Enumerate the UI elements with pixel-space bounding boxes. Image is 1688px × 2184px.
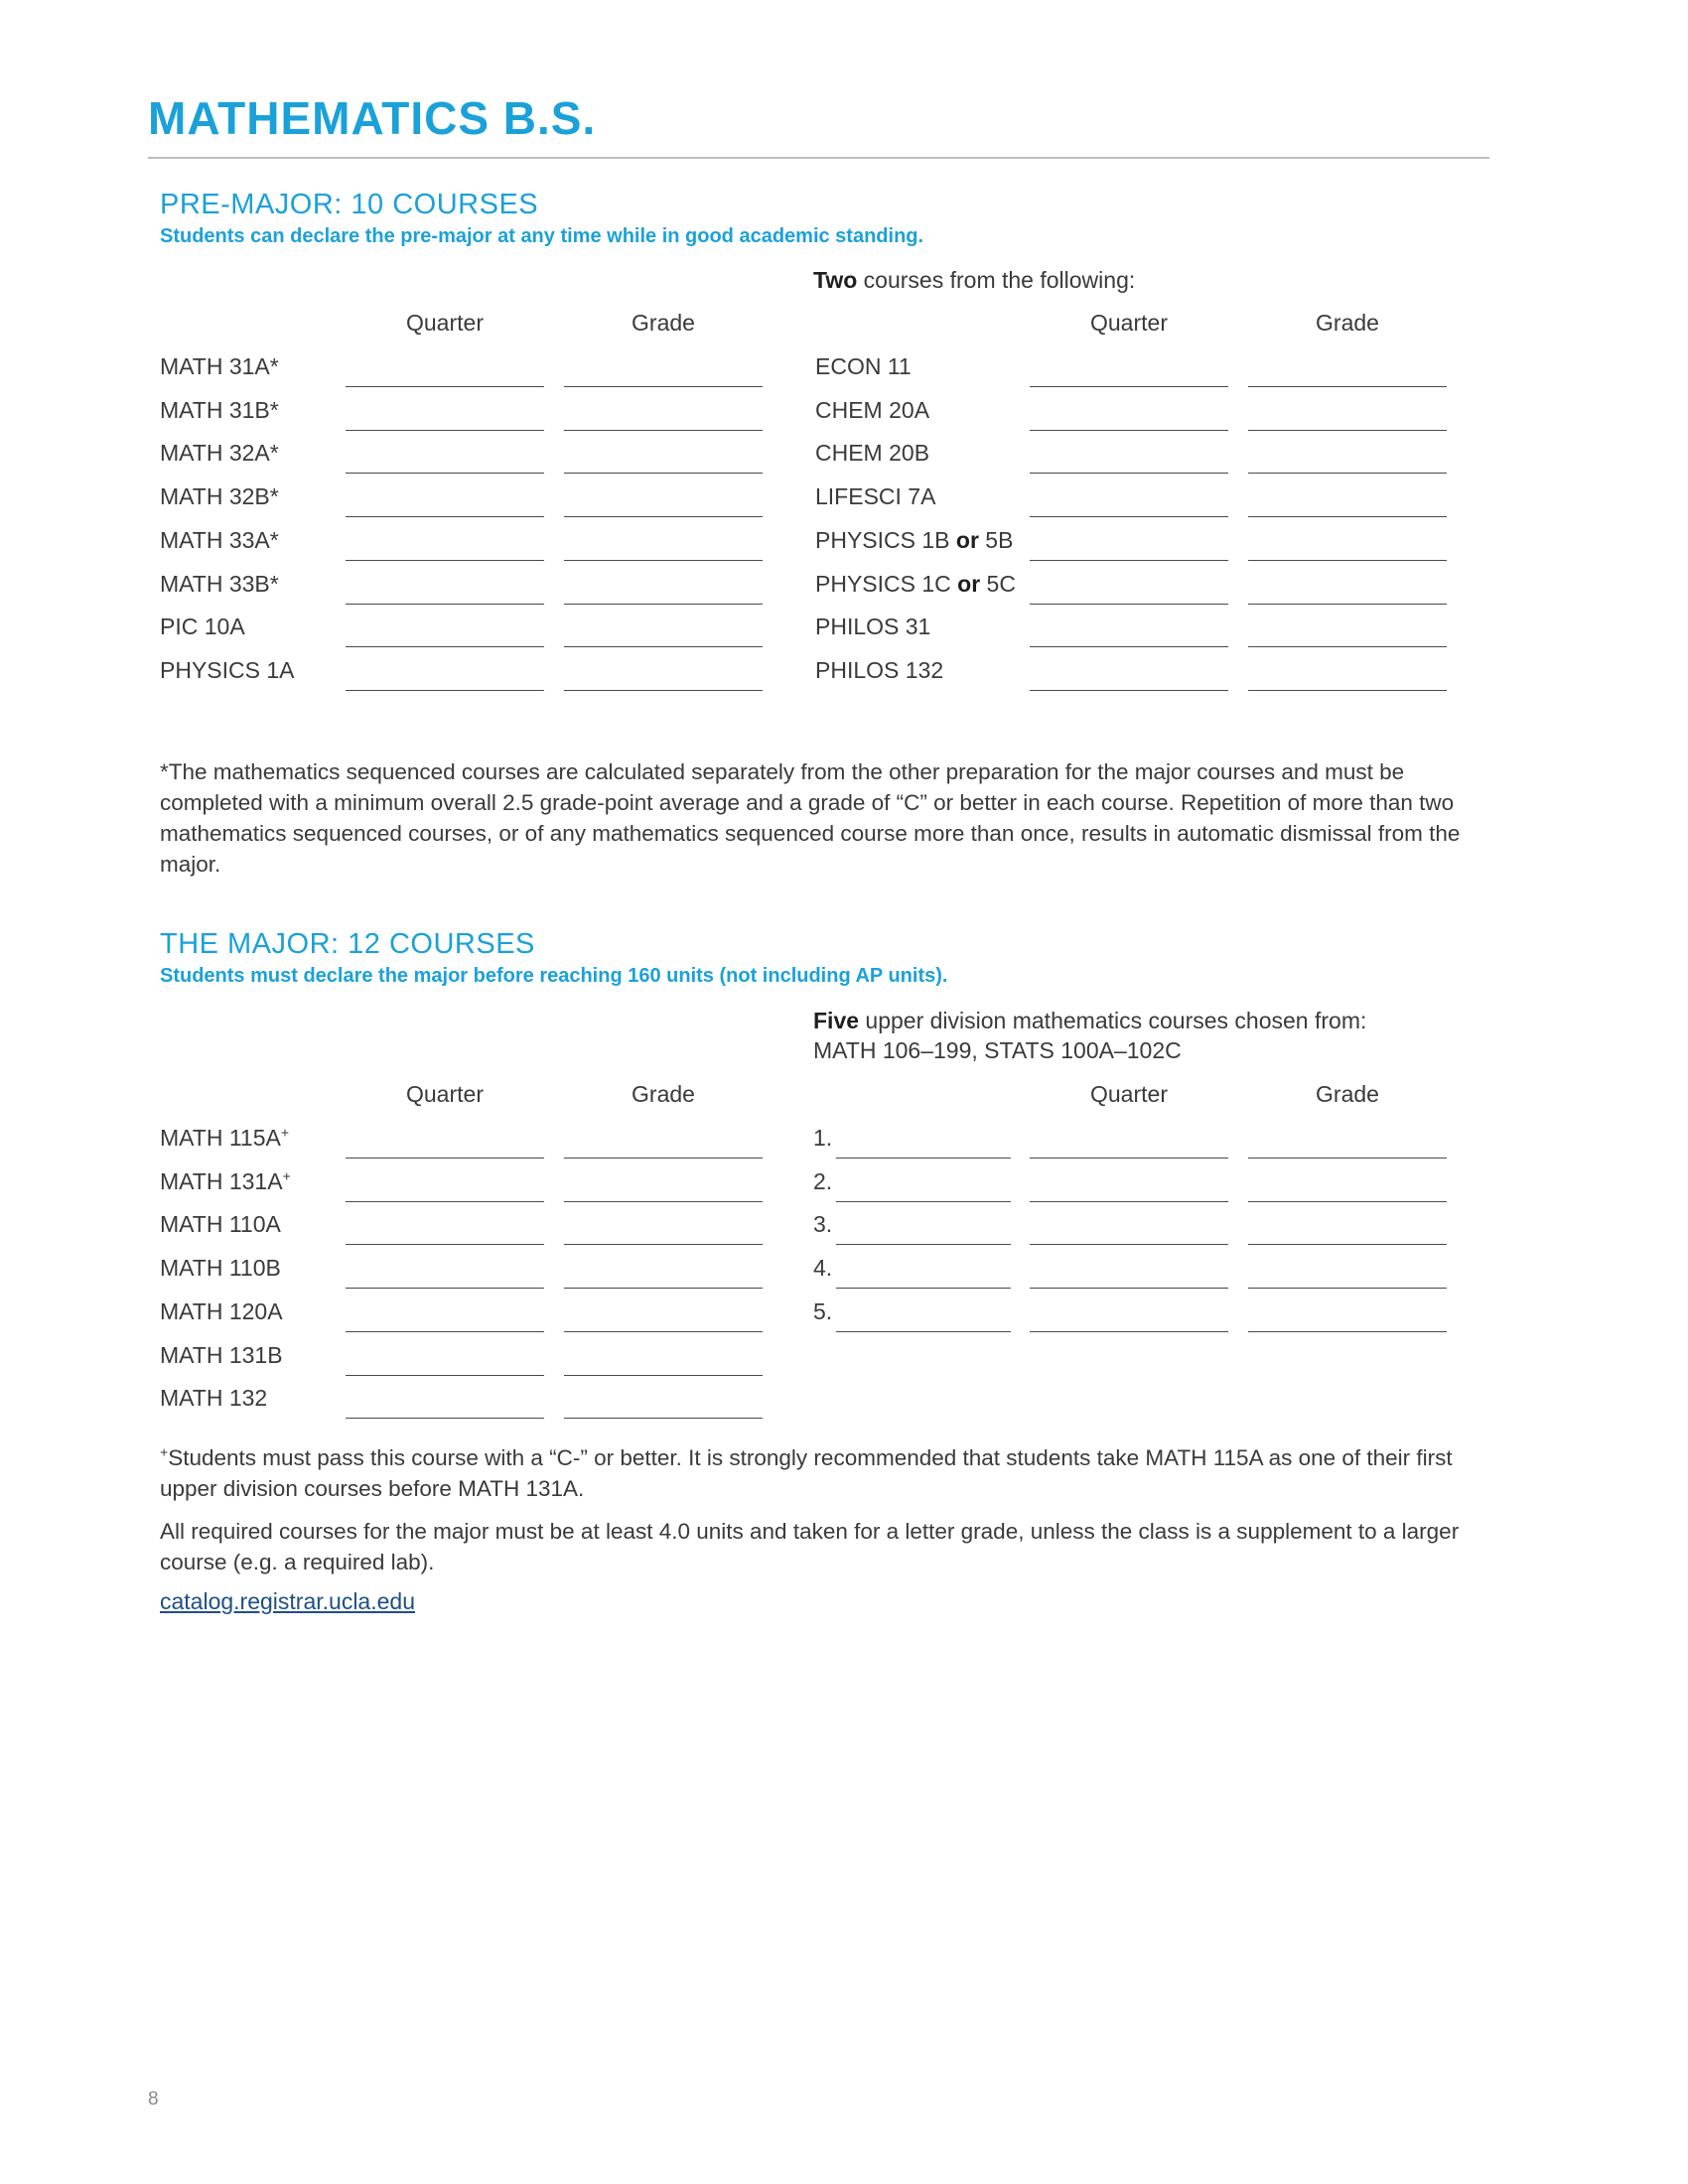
major-course-name: MATH 115A — [160, 1125, 281, 1151]
elective-quarter-field[interactable] — [1030, 646, 1228, 647]
upper-course-number: 4. — [813, 1255, 833, 1282]
premajor-quarter-field[interactable] — [346, 473, 544, 474]
upper-course-name-field[interactable] — [836, 1244, 1011, 1245]
upper-course-number: 5. — [813, 1297, 833, 1324]
premajor-quarter-field[interactable] — [346, 690, 544, 691]
premajor-grade-header: Grade — [632, 310, 695, 336]
upper-intro-text: upper division mathematics courses chosen from: — [859, 1008, 1367, 1033]
elective-quarter-field[interactable] — [1030, 560, 1228, 561]
elective-grade-field[interactable] — [1248, 473, 1447, 474]
major-course-name: MATH 110B — [160, 1255, 281, 1282]
upper-quarter-header: Quarter — [1090, 1081, 1168, 1107]
upper-grade-field[interactable] — [1248, 1331, 1447, 1332]
premajor-grade-field[interactable] — [564, 646, 763, 647]
major-course-label — [160, 1211, 281, 1238]
major-grade-header: Grade — [632, 1081, 695, 1107]
major-course-label — [160, 1342, 283, 1369]
elective-quarter-header: Quarter — [1090, 310, 1168, 336]
elective-quarter-field[interactable] — [1030, 473, 1228, 474]
upper-quarter-field[interactable] — [1030, 1158, 1228, 1159]
major-course-name: MATH 120A — [160, 1297, 283, 1324]
upper-range-text: MATH 106–199, STATS 100A–102C — [813, 1037, 1182, 1063]
premajor-grade-field[interactable] — [564, 430, 763, 431]
major-upper-intro — [813, 1006, 1488, 1065]
major-grade-field[interactable] — [564, 1375, 763, 1376]
premajor-grade-field[interactable] — [564, 473, 763, 474]
major-course-marker: + — [280, 1124, 290, 1141]
upper-quarter-field[interactable] — [1030, 1201, 1228, 1202]
major-course-label — [160, 1385, 267, 1412]
major-course-label — [160, 1298, 283, 1325]
premajor-grade-field[interactable] — [564, 386, 763, 387]
elective-count: Two — [813, 267, 858, 293]
elective-quarter-field[interactable] — [1030, 386, 1228, 387]
footnote-marker: + — [160, 1443, 169, 1460]
elective-intro-text: courses from the following: — [857, 267, 1136, 293]
premajor-quarter-field[interactable] — [346, 430, 544, 431]
elective-course-name: CHEM 20B — [815, 440, 930, 467]
major-grade-field[interactable] — [564, 1158, 763, 1159]
upper-course-name-field[interactable] — [836, 1331, 1011, 1332]
premajor-course-label: MATH 33B* — [160, 570, 279, 597]
elective-course-label — [815, 440, 929, 467]
upper-course-number: 2. — [813, 1167, 833, 1194]
major-footnote — [160, 1442, 1471, 1504]
elective-course-name: ECON 11 — [815, 353, 912, 379]
premajor-quarter-header: Quarter — [406, 310, 484, 336]
footnote-text: Students must pass this course with a “C-” or better. It is strongly recommended that students take MATH 115A as one of their first upper division courses before MATH 131A. — [160, 1445, 1453, 1501]
upper-grade-field[interactable] — [1248, 1244, 1447, 1245]
upper-course-name-field[interactable] — [836, 1158, 1011, 1159]
elective-course-label — [815, 483, 935, 510]
major-course-name: MATH 110A — [160, 1211, 281, 1238]
major-quarter-field[interactable] — [346, 1158, 544, 1159]
premajor-subheading: Students can declare the pre-major at any time while in good academic standing. — [160, 225, 924, 247]
elective-quarter-field[interactable] — [1030, 690, 1228, 691]
elective-course-label — [815, 657, 943, 684]
premajor-elective-intro — [813, 265, 1135, 295]
major-subheading: Students must declare the major before reaching 160 units (not including AP units). — [160, 965, 948, 987]
elective-course-alt: 5C — [980, 570, 1016, 597]
major-grade-field[interactable] — [564, 1201, 763, 1202]
premajor-quarter-field[interactable] — [346, 560, 544, 561]
premajor-footnote: *The mathematics sequenced courses are calculated separately from the other preparation for the major courses and must be completed with a minimum overall 2.5 grade-point average and a grade of “C” or better in each course. Repetition of more than two mathematics sequenced courses, or of any mathematics sequenced course more than once, results in automatic dismissal from the major. — [160, 759, 1461, 877]
elective-course-label — [815, 571, 1016, 598]
major-quarter-field[interactable] — [346, 1288, 544, 1289]
major-grade-field[interactable] — [564, 1288, 763, 1289]
elective-or: or — [955, 526, 979, 553]
upper-course-name-field[interactable] — [836, 1288, 1011, 1289]
upper-course-number: 3. — [813, 1211, 833, 1238]
elective-grade-field[interactable] — [1248, 516, 1447, 517]
major-course-label — [160, 1168, 291, 1195]
elective-grade-field[interactable] — [1248, 560, 1447, 561]
premajor-grade-field[interactable] — [564, 516, 763, 517]
page-number: 8 — [148, 2089, 159, 2110]
major-quarter-header: Quarter — [406, 1081, 484, 1107]
elective-grade-header: Grade — [1316, 310, 1379, 336]
elective-course-name: LIFESCI 7A — [815, 483, 936, 510]
premajor-course-label: MATH 32B* — [160, 483, 279, 510]
elective-course-label — [815, 614, 930, 640]
premajor-grade-field[interactable] — [564, 690, 763, 691]
elective-course-label — [815, 527, 1013, 554]
catalog-link[interactable]: catalog.registrar.ucla.edu — [160, 1588, 415, 1614]
premajor-quarter-field[interactable] — [346, 516, 544, 517]
upper-quarter-field[interactable] — [1030, 1331, 1228, 1332]
upper-grade-field[interactable] — [1248, 1288, 1447, 1289]
major-heading: THE MAJOR: 12 COURSES — [160, 928, 535, 960]
major-quarter-field[interactable] — [346, 1244, 544, 1245]
elective-course-name: PHILOS 132 — [815, 656, 944, 683]
major-grade-field[interactable] — [564, 1331, 763, 1332]
elective-quarter-field[interactable] — [1030, 604, 1228, 605]
premajor-grade-field[interactable] — [564, 560, 763, 561]
major-course-name: MATH 131A — [160, 1167, 283, 1194]
major-course-label — [160, 1125, 289, 1152]
major-course-marker: + — [282, 1167, 291, 1184]
major-quarter-field[interactable] — [346, 1331, 544, 1332]
upper-grade-field[interactable] — [1248, 1201, 1447, 1202]
premajor-course-label: MATH 33A* — [160, 526, 279, 553]
elective-course-name: PHILOS 31 — [815, 614, 931, 640]
premajor-heading: PRE-MAJOR: 10 COURSES — [160, 189, 539, 220]
upper-course-number: 1. — [813, 1125, 833, 1151]
major-quarter-field[interactable] — [346, 1201, 544, 1202]
premajor-course-label: PIC 10A — [160, 614, 245, 640]
premajor-course-label: PHYSICS 1A — [160, 656, 295, 683]
upper-grade-field[interactable] — [1248, 1158, 1447, 1159]
premajor-course-label: MATH 31B* — [160, 396, 279, 423]
premajor-grade-field[interactable] — [564, 604, 763, 605]
elective-course-label — [815, 397, 929, 424]
upper-quarter-field[interactable] — [1030, 1244, 1228, 1245]
premajor-course-label: MATH 32A* — [160, 440, 279, 467]
elective-course-alt: 5B — [978, 526, 1014, 553]
title-divider — [148, 157, 1489, 159]
upper-grade-header: Grade — [1316, 1081, 1379, 1107]
elective-grade-field[interactable] — [1248, 690, 1447, 691]
major-quarter-field[interactable] — [346, 1375, 544, 1376]
upper-count: Five — [813, 1008, 860, 1033]
elective-course-name: PHYSICS 1C — [815, 570, 958, 597]
upper-quarter-field[interactable] — [1030, 1288, 1228, 1289]
elective-grade-field[interactable] — [1248, 604, 1447, 605]
elective-grade-field[interactable] — [1248, 646, 1447, 647]
elective-or: or — [957, 570, 981, 597]
major-course-name: MATH 132 — [160, 1385, 268, 1412]
premajor-quarter-field[interactable] — [346, 386, 544, 387]
elective-course-name: CHEM 20A — [815, 396, 930, 423]
elective-course-name: PHYSICS 1B — [815, 526, 956, 553]
premajor-quarter-field[interactable] — [346, 646, 544, 647]
elective-grade-field[interactable] — [1248, 386, 1447, 387]
major-course-label — [160, 1255, 281, 1282]
major-grade-field[interactable] — [564, 1418, 763, 1419]
elective-quarter-field[interactable] — [1030, 516, 1228, 517]
premajor-quarter-field[interactable] — [346, 604, 544, 605]
major-grade-field[interactable] — [564, 1244, 763, 1245]
page-title: MATHEMATICS B.S. — [148, 92, 597, 144]
elective-course-label — [815, 353, 912, 380]
premajor-course-label: MATH 31A* — [160, 353, 279, 379]
letter-grade-note: All required courses for the major must be at least 4.0 units and taken for a letter grade, unless the class is a supplement to a larger course (e.g. a required lab). — [160, 1519, 1460, 1574]
major-quarter-field[interactable] — [346, 1418, 544, 1419]
upper-course-name-field[interactable] — [836, 1201, 1011, 1202]
elective-grade-field[interactable] — [1248, 430, 1447, 431]
major-course-name: MATH 131B — [160, 1341, 283, 1368]
elective-quarter-field[interactable] — [1030, 430, 1228, 431]
